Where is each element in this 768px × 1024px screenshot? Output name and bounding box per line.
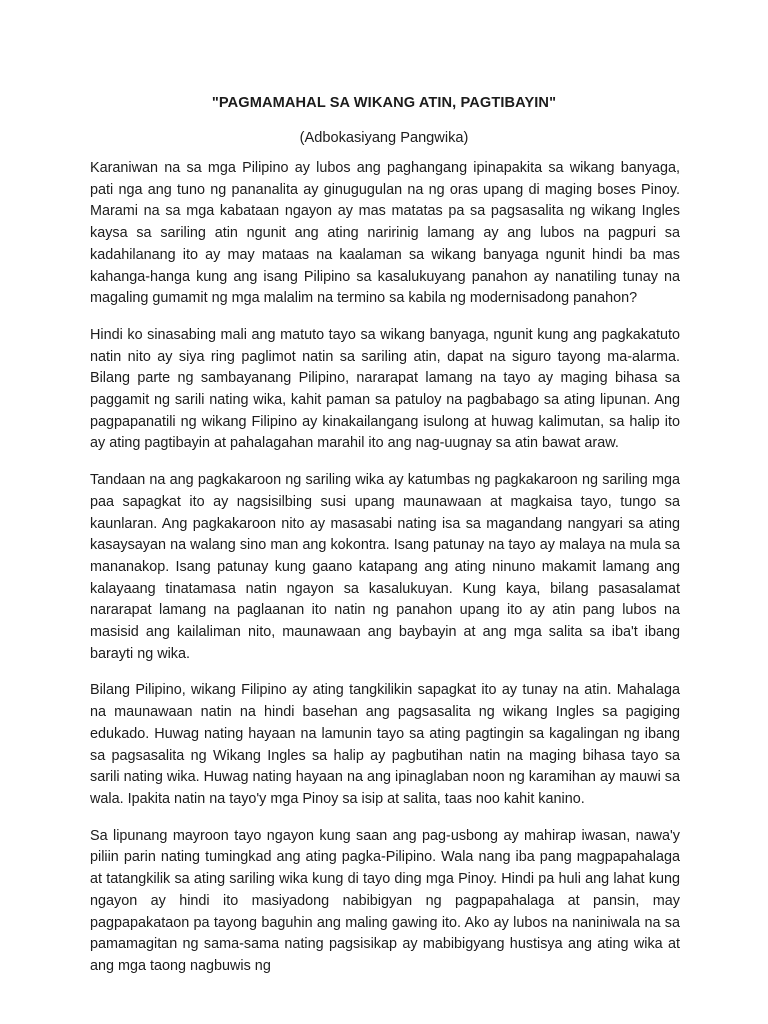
document-subtitle: (Adbokasiyang Pangwika): [299, 130, 469, 146]
paragraph-5: Sa lipunang mayroon tayo ngayon kung saan ang pag-usbong ay mahirap iwasan, nawa'y piliin parin nating tumingkad ang ating pagka-Pilipino. Wala nang iba pang magpapahalaga at tatangkilik sa ating sariling wika kung di tayo ding mga Pinoy. Hindi pa huli ang lahat kung ngayon ay hindi ito masiyadong nabibigyan ng pagpapahalaga at pansin, may pagpapakataon pa tayong baguhin ang maling gawing ito. Ako ay lubos na naniniwala na sa pamamagitan ng sama-sama nating pagsisikap ay mabibigyang hustisya ang ating wika at ang mga taong nagbuwis ng: [90, 827, 680, 974]
paragraph-3: Tandaan na ang pagkakaroon ng sariling wika ay katumbas ng pagkakaroon ng sariling mga paa sapagkat ito ay nagsisilbing susi upang maunawaan at magkaisa tayo, tungo sa kaunlaran. Ang pagkakaroon nito ay masasabi nating isa sa magandang nangyari sa ating kasaysayan na walang sino man ang kokontra. Isang patunay na tayo ay malaya na mula sa mananakop. Isang patunay kung gaano katapang ang ating ninuno makamit lamang ang kalayaang tinatamasa natin ngayon sa kasalukuyan. Kung kaya, bilang pasasalamat nararapat lamang na paglaanan ito natin ng panahon upang ito ay atin pang lubos na masisid ang kailaliman nito, maunawaan ang baybayin at ang mga salita sa iba't ibang barayti ng wika.: [90, 472, 680, 662]
paragraph-1: Karaniwan na sa mga Pilipino ay lubos ang paghangang ipinapakita sa wikang banyaga, pati nga ang tuno ng pananalita ay ginugugulan na ng oras upang di maging boses Pinoy. Marami na sa mga kabataan ngayon ay mas matatas pa sa pagsasalita ng wikang Ingles kaysa sa sariling atin ngunit ang ating naririnig lamang ay ang lubos na pagpuri sa kadahilanang ito ay may mataas na kaalaman sa wikang banyaga ngunit hindi ba mas kahanga-hanga kung ang isang Pilipino sa kasalukuyang panahon ay nanatiling tunay na magaling gumamit ng mga malalim na termino sa kabila ng modernisadong panahon?: [90, 160, 680, 307]
document-body: [90, 158, 680, 993]
paragraph-2: Hindi ko sinasabing mali ang matuto tayo sa wikang banyaga, ngunit kung ang pagkakatuto natin nito ay siya ring paglimot natin sa sariling atin, dapat na siguro tayong ma-alarma. Bilang parte ng sambayanang Pilipino, nararapat lamang na tayo ay maging bihasa sa paggamit ng sarili nating wika, kahit paman sa patuloy na pagbabago sa ating lipunan. Ang pagpapanatili ng wikang Filipino ay kinakailangang isulong at huwag kalimutan, sa halip ito ay ating pagtibayin at pahalagahan marahil ito ang nag-uugnay sa atin bawat araw.: [90, 326, 680, 452]
paragraph-4: Bilang Pilipino, wikang Filipino ay ating tangkilikin sapagkat ito ay tunay na atin. Mahalaga na maunawaan natin na hindi basehan ang pagsasalita ng wikang Ingles sa pagiging edukado. Huwag nating hayaan na lamunin tayo sa ating pagtingin sa kagalingan ng ibang sa pagsasalita ng Wikang Ingles sa halip ay pagbutihan natin na maging bihasa tayo sa sarili nating wika. Huwag nating hayaan na ang ipinaglaban noon ng karamihan ay mauwi sa wala. Ipakita natin na tayo'y mga Pinoy sa isip at salita, taas noo kahit kanino.: [90, 682, 680, 807]
document-title: "PAGMAMAHAL SA WIKANG ATIN, PAGTIBAYIN": [211, 95, 557, 111]
